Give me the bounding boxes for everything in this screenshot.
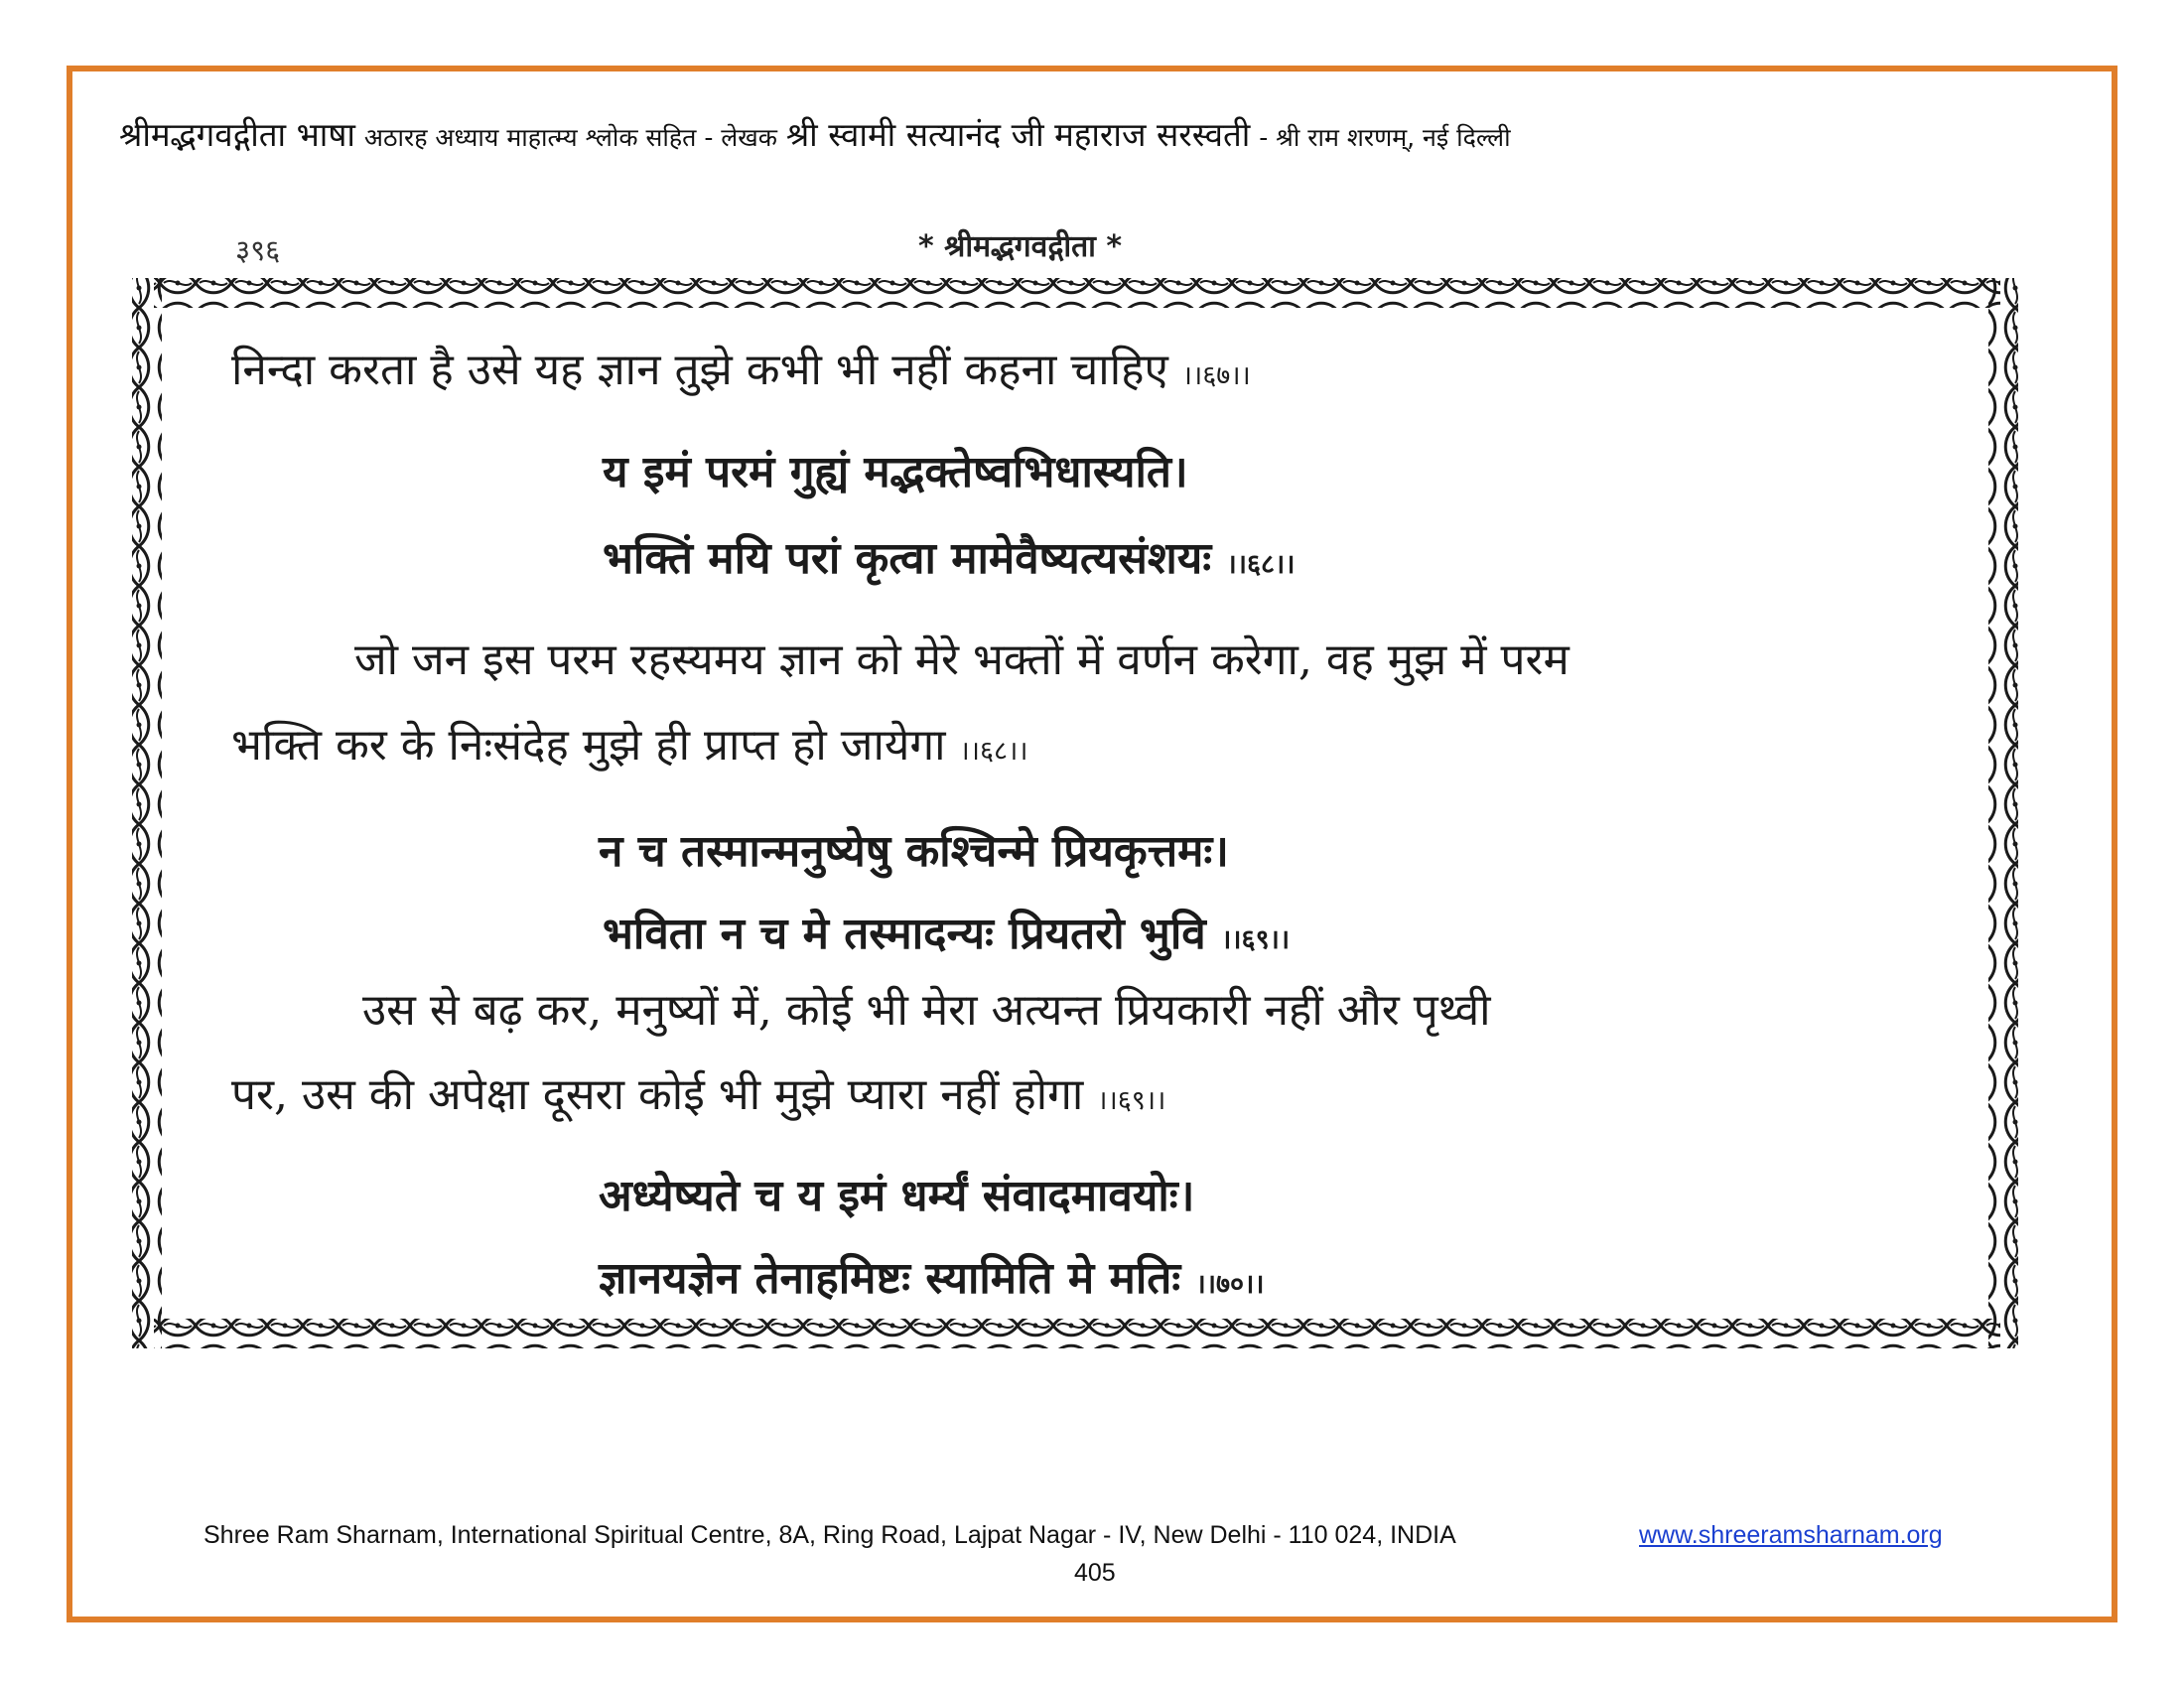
verse-line — [603, 526, 1296, 586]
website-link[interactable]: www.shreeramsharnam.org — [1639, 1521, 1943, 1549]
border-top — [154, 278, 2000, 308]
header-subtitle: अठारह अध्याय माहात्म्य श्लोक सहित - लेखक — [363, 123, 777, 152]
line-text: भविता न च मे तस्मादन्यः प्रियतरो भुवि — [603, 909, 1206, 959]
scanned-page — [124, 268, 2030, 1360]
verse-line — [603, 902, 1290, 961]
prose-line — [231, 1062, 1165, 1122]
prose-line — [231, 713, 1028, 773]
verse-number: ।।६९।। — [1221, 924, 1291, 955]
line-text: उस से बढ़ कर, मनुष्यों में, कोई भी मेरा अत्यन्त प्रियकारी नहीं और पृथ्वी — [362, 985, 1491, 1036]
scan-page-number: ३९६ — [235, 233, 281, 267]
line-text: य इमं परमं गुह्यं मद्भक्तेष्वभिधास्यति। — [603, 447, 1188, 497]
line-text: अध्येष्यते च य इमं धर्म्यं संवादमावयोः। — [599, 1171, 1195, 1221]
header-author: श्री स्वामी सत्यानंद जी महाराज सरस्वती — [785, 115, 1251, 154]
border-left — [132, 278, 162, 1348]
line-text: पर, उस की अपेक्षा दूसरा कोई भी मुझे प्यारा नहीं होगा — [231, 1069, 1084, 1120]
prose-line — [231, 338, 1251, 397]
line-text: न च तस्मान्मनुष्येषु कश्चिन्मे प्रियकृत्तमः। — [599, 826, 1229, 877]
verse-line — [603, 440, 1188, 499]
verse-number: ।।७०।। — [1195, 1269, 1265, 1300]
line-text: भक्तिं मयि परां कृत्वा मामेवैष्यत्यसंशयः — [603, 533, 1212, 584]
border-right — [1988, 278, 2018, 1348]
verse-number: ।।६८।। — [959, 736, 1028, 767]
verse-line — [599, 1164, 1194, 1223]
line-text: भक्ति कर के निःसंदेह मुझे ही प्राप्त हो जायेगा — [231, 720, 946, 771]
running-title: * श्रीमद्भगवद्गीता * — [918, 229, 1123, 264]
verse-number: ।।६७।। — [1181, 360, 1251, 391]
line-text: जो जन इस परम रहस्यमय ज्ञान को मेरे भक्तों में वर्णन करेगा, वह मुझ में परम — [354, 634, 1570, 685]
verse-number: ।।६८।। — [1226, 549, 1296, 580]
header-title: श्रीमद्भगवद्गीता भाषा — [119, 115, 355, 154]
footer-page-number: 405 — [1074, 1559, 1116, 1587]
line-text: ज्ञानयज्ञेन तेनाहमिष्टः स्यामिति मे मतिः — [599, 1253, 1181, 1304]
header-publisher: - श्री राम शरणम्, नई दिल्ली — [1259, 123, 1511, 152]
prose-line — [362, 978, 1491, 1038]
document-header — [119, 111, 2065, 156]
verse-line — [599, 1246, 1265, 1306]
verse-number: ।।६९।। — [1097, 1085, 1166, 1116]
verse-line — [599, 819, 1229, 879]
footer-address: Shree Ram Sharnam, International Spiritual Centre, 8A, Ring Road, Lajpat Nagar - IV, New Delhi - 110 024, INDIA — [204, 1521, 1456, 1549]
line-text: निन्दा करता है उसे यह ज्ञान तुझे कभी भी नहीं कहना चाहिए — [231, 345, 1168, 395]
border-bottom — [154, 1319, 2000, 1348]
prose-line — [354, 628, 1570, 687]
